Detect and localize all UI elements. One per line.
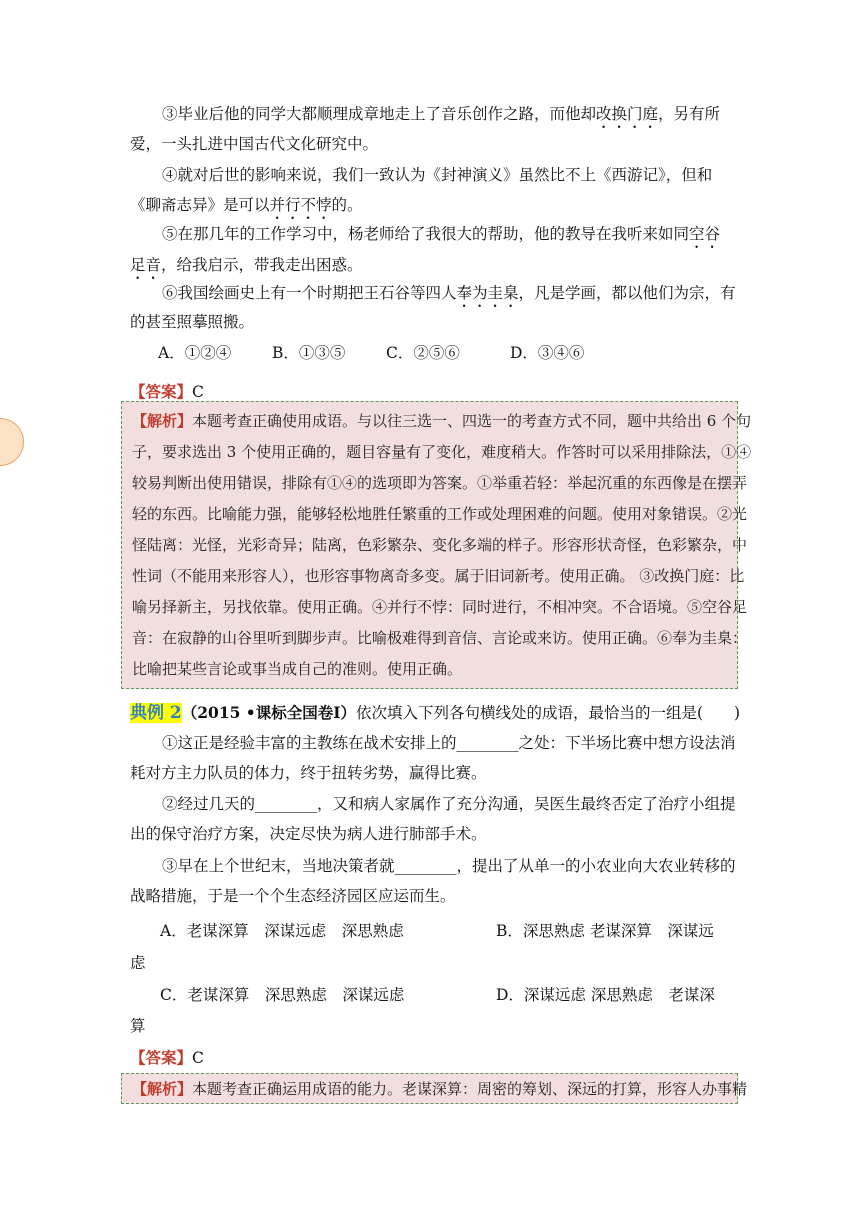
sentence-text: 《聊斋志异》是可以 (130, 196, 270, 214)
sentence-6-line-1 (162, 283, 736, 311)
idiom-emphasis: 足音 (130, 256, 162, 274)
example-2-heading (130, 698, 740, 723)
analysis-line: 音：在寂静的山谷里听到脚步声。比喻极难得到音信、言论或来访。使用正确。⑥奉为圭臬： (132, 629, 748, 647)
analysis-line: 轻的东西。比喻能力强，能够轻松地胜任繁重的工作或处理困难的问题。使用对象错误。②光 (132, 505, 748, 523)
analysis-line: 子，要求选出 3 个使用正确的，题目容量有了变化，难度稍大。作答时可以采用排除法，①④ (132, 443, 752, 461)
answer-tag: 【答案】 (130, 382, 193, 401)
ex2-sentence-3-line-2: 战略措施，于是一个个生态经济园区应运而生。 (130, 887, 456, 905)
ex2-option-d: D．深谋远虑 深思熟虑 老谋深 (496, 986, 715, 1004)
idiom-emphasis: 并行不悖 (269, 196, 332, 214)
sentence-text: ⑤在那几年的工作学习中，杨老师给了我很大的帮助，他的教导在我听来如同 (162, 225, 690, 243)
analysis-text: 本题考查正确运用成语的能力。老谋深算：周密的筹划、深远的打算，形容人办事精 (192, 1080, 748, 1098)
sentence-4-line-2 (130, 195, 730, 223)
ex2-option-d-wrap: 算 (130, 1017, 146, 1035)
analysis-line: 较易判断出使用错误，排除有①④的选项即为答案。①举重若轻：举起沉重的东西像是在摆弄 (132, 474, 748, 492)
sentence-text: ，另有所 (658, 105, 721, 123)
idiom-emphasis: 改换门庭 (596, 105, 659, 123)
analysis-line: 怪陆离：光怪，光彩奇异；陆离，色彩繁杂、变化多端的样子。形容形状奇怪，色彩繁杂，中 (132, 536, 748, 554)
analysis-line: 喻另择新主，另找依靠。使用正确。④并行不悖：同时进行，不相冲突。不合语境。⑤空谷足 (132, 598, 748, 616)
sentence-text: ，凡是学画，都以他们为宗，有 (518, 284, 736, 302)
ex2-answer (130, 1046, 204, 1068)
analysis-line (132, 411, 752, 431)
analysis-line (132, 1079, 748, 1099)
option-a: A．①②④ (158, 344, 232, 362)
idiom-emphasis: 空谷 (689, 225, 721, 243)
ex2-option-b: B．深思熟虑 老谋深算 深谋远 (496, 922, 714, 940)
answer-value: C (192, 1049, 204, 1067)
sentence-5-line-2 (130, 255, 730, 283)
side-tab-decoration (0, 418, 24, 466)
option-d: D．③④⑥ (510, 344, 585, 362)
sentence-text: 的。 (331, 196, 363, 214)
analysis-tag: 【解析】 (132, 412, 193, 430)
option-b: B．①③⑤ (272, 344, 346, 362)
q1-answer (130, 380, 204, 402)
sentence-4-line-1: ④就对后世的影响来说，我们一致认为《封神演义》虽然比不上《西游记》，但和 (162, 166, 713, 184)
sentence-text: ，给我启示，带我走出困惑。 (161, 256, 363, 274)
answer-tag: 【答案】 (130, 1048, 193, 1067)
sentence-text: ③毕业后他的同学大都顺理成章地走上了音乐创作之路，而他却 (162, 105, 597, 123)
analysis-text: 本题考查正确使用成语。与以往三选一、四选一的考查方式不同，题中共给出 6 个句 (192, 412, 752, 430)
sentence-5-line-1 (162, 224, 730, 252)
analysis-box-1 (121, 401, 752, 689)
answer-value: C (192, 383, 204, 401)
q1-options (158, 341, 584, 363)
ex2-sentence-1-line-1: ①这正是经验丰富的主教练在战术安排上的________之处：下半场比赛中想方设法消 (162, 734, 736, 752)
ex2-sentence-3-line-1: ③早在上个世纪末，当地决策者就________，提出了从单一的小农业向大农业转移的 (162, 857, 736, 875)
option-c: C．②⑤⑥ (386, 344, 460, 362)
sentence-3-line-1 (162, 104, 730, 132)
analysis-tag: 【解析】 (132, 1080, 193, 1098)
sentence-text: ⑥我国绘画史上有一个时期把王石谷等四人 (162, 284, 457, 302)
sentence-3-line-2: 爱，一头扎进中国古代文化研究中。 (130, 135, 379, 153)
ex2-sentence-2-line-1: ②经过几天的________，又和病人家属作了充分沟通，吴医生最终否定了治疗小组提 (162, 795, 736, 813)
idiom-emphasis: 奉为圭臬 (456, 284, 519, 302)
analysis-box-2 (121, 1073, 748, 1104)
ex2-option-c: C．老谋深算 深思熟虑 深谋远虑 (160, 986, 405, 1004)
example-stem: 依次填入下列各句横线处的成语，最恰当的一组是( ) (355, 704, 741, 722)
example-label: 典例 2 (130, 703, 182, 723)
ex2-option-a: A．老谋深算 深谋远虑 深思熟虑 (160, 922, 404, 940)
ex2-sentence-2-line-2: 出的保守治疗方案，决定尽快为病人进行肺部手术。 (130, 825, 487, 843)
sentence-6-line-2: 的甚至照摹照搬。 (130, 313, 255, 331)
example-source: （2015 •课标全国卷Ⅰ） (181, 703, 356, 722)
analysis-line: 性词（不能用来形容人），也形容事物离奇多变。属于旧词新考。使用正确。 ③改换门庭：比 (132, 567, 745, 585)
ex2-option-b-wrap: 虑 (130, 954, 146, 972)
ex2-sentence-1-line-2: 耗对方主力队员的体力，终于扭转劣势，赢得比赛。 (130, 764, 487, 782)
analysis-line: 比喻把某些言论或事当成自己的准则。使用正确。 (132, 660, 463, 678)
